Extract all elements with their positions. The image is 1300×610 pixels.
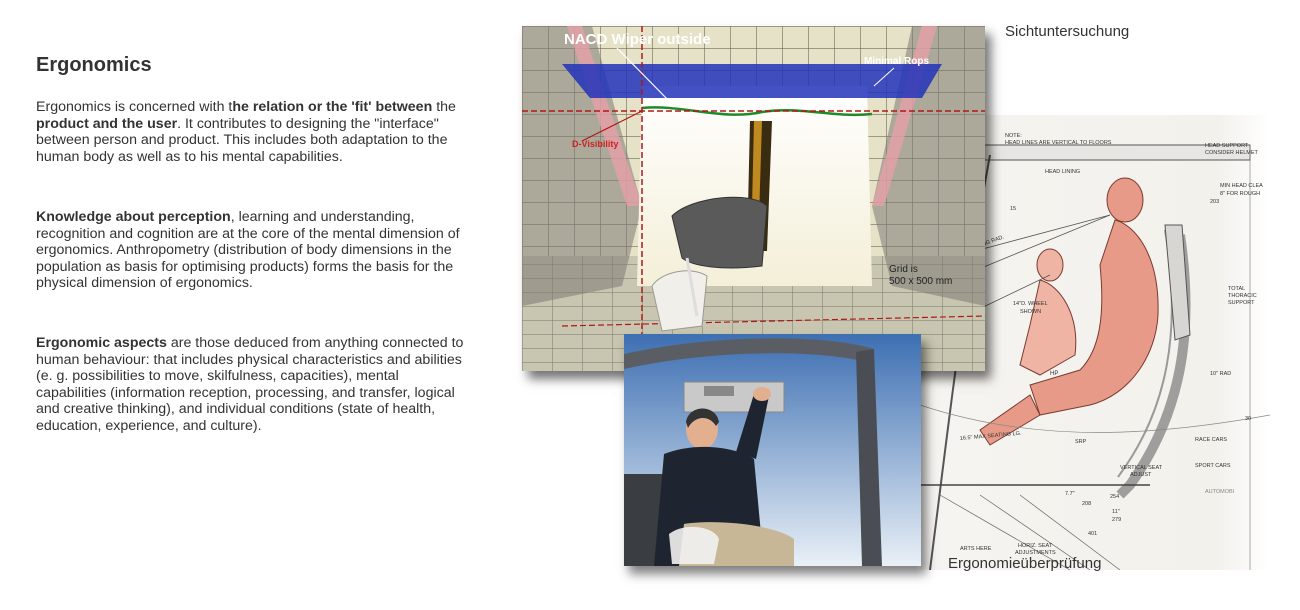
diagram-support: SUPPORT (1228, 300, 1255, 306)
caption-ergonomics-check: Ergonomieüberprüfung (948, 555, 1102, 572)
diagram-thoracic: THORACIC (1228, 293, 1257, 299)
p1-bold-1: he relation or the 'fit' between (232, 99, 433, 115)
p1-bold-2: product and the user (36, 115, 178, 132)
paragraph-knowledge (36, 209, 464, 292)
diagram-horiz-seat: HORIZ. SEAT (1018, 543, 1053, 549)
page-title: Ergonomics (36, 54, 152, 76)
diagram-note-label: NOTE: (1005, 133, 1022, 139)
cabin-ergonomics-photo (624, 334, 921, 566)
diagram-vertical-seat: VERTICAL SEAT (1120, 465, 1163, 471)
diagram-race-cars: RACE CARS (1195, 437, 1228, 443)
p1-text-2: the (432, 99, 456, 115)
render-d-visibility-label: D-Visibility (572, 139, 619, 149)
render-minimal-rops-label: Minimal Rops (864, 56, 930, 67)
diagram-adjustments: ADJUSTMENTS (1015, 550, 1056, 556)
render-title-label: NACD Wiper outside (564, 31, 711, 48)
diagram-scale-30: 30 (1245, 416, 1252, 422)
paragraph-definition (36, 99, 464, 165)
diagram-dim-279: 279 (1112, 517, 1122, 523)
diagram-rad: 10" RAD (1210, 371, 1232, 377)
diagram-dim-208: 208 (1082, 501, 1092, 507)
diagram-consider-helmet: CONSIDER HELMET (1205, 150, 1258, 156)
diagram-srp: SRP (1075, 439, 1087, 445)
paragraph-aspects (36, 335, 464, 435)
diagram-hp: HP (1050, 371, 1059, 377)
diagram-dim-15: 15 (1010, 206, 1017, 212)
diagram-wheel: 14"D. WHEEL (1013, 301, 1048, 307)
diagram-note-text: HEAD LINES ARE VERTICAL TO FLOORS (1005, 140, 1112, 146)
diagram-wheel-shown: SHOWN (1020, 309, 1042, 315)
diagram-dim-11: 11" (1112, 509, 1120, 515)
diagram-max-seating: 16.5" MAX SEATING LG. (959, 430, 1022, 442)
diagram-min-head: MIN HEAD CLEA (1220, 183, 1263, 189)
diagram-total: TOTAL (1228, 286, 1246, 292)
p2-text-1: , learning and understanding, recognition and cognition are at the core of the mental dimension of ergonomics. Anthropometry (distribution of body dimensions in the population as basis for optimising products) forms the basis for the physical dimension of ergonomics. (36, 209, 460, 292)
caption-visibility-study: Sichtuntersuchung (1005, 23, 1130, 40)
diagram-dim-7-7: 7.7" (1065, 491, 1075, 497)
render-grid-label: Grid is (889, 264, 918, 275)
diagram-starts-here: ARTS HERE (960, 546, 992, 552)
p3-text-1: are those deduced from anything connected to human behaviour: that includes physical characteristics and abilities (e. g. possibilities to move, skilfulness, capacities), mental capabilities (information reception, processing, and transfer, logical and creative thinking), and individual conditions (state of health, education, experience, and culture). (36, 335, 464, 434)
p2-bold-1: Knowledge about perception (36, 209, 231, 225)
p1-text-1: Ergonomics is concerned with t (36, 99, 233, 115)
render-grid-size-label: 500 x 500 mm (889, 276, 953, 287)
diagram-dim-401: 401 (1088, 531, 1098, 537)
p1-text-3: . It contributes to designing the "interface" between person and product. This includes both adaptation to the human body as well as to his mental capabilities. (36, 115, 448, 165)
diagram-sport-cars: SPORT CARS (1195, 463, 1231, 469)
diagram-head-support: HEAD SUPPORT (1205, 143, 1249, 149)
diagram-dim-254: 254 (1110, 494, 1120, 500)
diagram-reading-rad: RAD. (990, 234, 1006, 245)
diagram-dim-203: 203 (1210, 199, 1220, 205)
diagram-automobile: AUTOMOBI (1205, 489, 1235, 495)
p3-bold-1: Ergonomic aspects (36, 335, 167, 351)
diagram-rough: 8" FOR ROUGH (1220, 191, 1261, 197)
diagram-adjust: ADJUST (1130, 472, 1152, 478)
visibility-render-image (522, 26, 985, 371)
diagram-head-lining: HEAD LINING (1045, 169, 1081, 175)
